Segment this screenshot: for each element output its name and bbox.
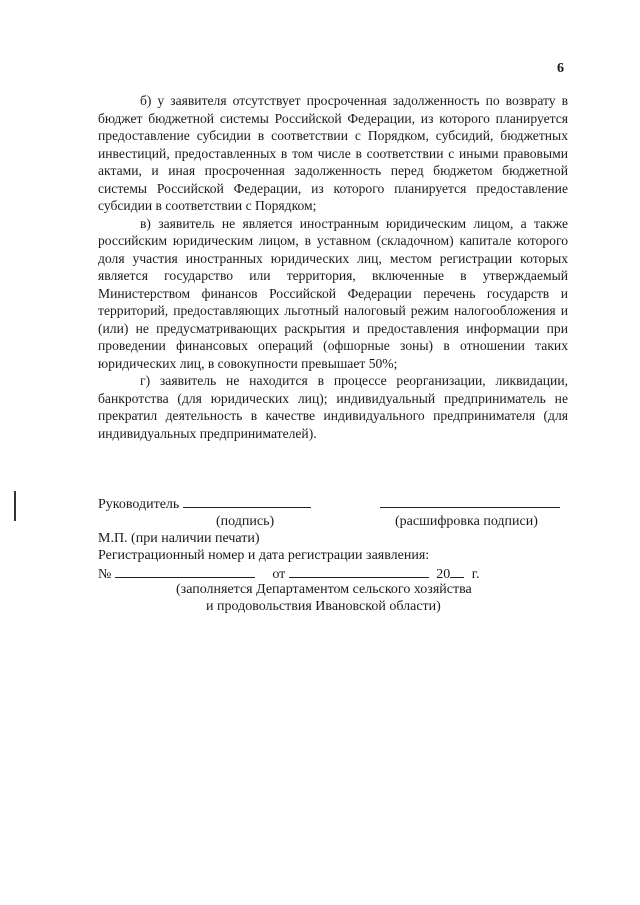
note-line-2: и продовольствия Ивановской области) — [206, 599, 441, 614]
signature-caption: (подпись) — [216, 514, 275, 529]
paragraph-b: б) у заявителя отсутствует просроченная задолженность по возврату в бюджет бюджетной системы Российской Федерации, из которого планируется предоставление субсидии в соответствии с Порядком, субсидий, бюджетных инвестиций, предоставленных в том числе в соответствии с иными правовыми актами, и иная просроченная задолженность перед бюджетом бюджетной системы Российской Федерации, из которого планируется предоставление субсидии в соответствии с Порядком; — [98, 93, 568, 213]
paragraph-v: в) заявитель не является иностранным юридическим лицом, а также российским юридическим лицом, в уставном (складочном) капитале которого доля участия иностранных юридических лиц, местом регистрации которых является государство или территория, включенные в утверждаемый Министерством финансов Российской Федерации перечень государств и территорий, предоставляющих льготный налоговый режим налогообложения и (или) не предусматривающих раскрытия и предоставления информации при проведении финансовых операций (офшорные зоны) в отношении таких юридических лиц, в совокупности превышает 50%; — [98, 215, 568, 371]
year-field — [450, 564, 464, 578]
registration-row — [98, 564, 568, 581]
note-line-1: (заполняется Департаментом сельского хозяйства — [176, 582, 472, 597]
date-field — [289, 564, 429, 578]
year-suffix: г. — [471, 567, 480, 582]
page-number: 6 — [557, 61, 564, 76]
decoding-caption: (расшифровка подписи) — [395, 514, 538, 529]
number-sign: № — [98, 567, 112, 582]
signature-field — [183, 494, 311, 508]
decoding-field — [380, 494, 560, 508]
head-label: Руководитель — [98, 497, 180, 512]
margin-mark — [14, 491, 16, 521]
registration-label: Регистрационный номер и дата регистрации заявления: — [98, 548, 430, 563]
paragraph-g: г) заявитель не находится в процессе реорганизации, ликвидации, банкротства (для юридических лиц); индивидуальный предприниматель не прекратил деятельность в качестве индивидуального предпринимателя (для индивидуальных предпринимателей). — [98, 373, 568, 441]
number-field — [115, 564, 255, 578]
signature-block — [98, 494, 568, 615]
signature-line-row — [98, 494, 568, 511]
captions-row — [98, 513, 568, 530]
stamp-label: М.П. (при наличии печати) — [98, 531, 260, 546]
year-prefix: 20 — [436, 567, 451, 582]
from-label: от — [272, 567, 286, 582]
document-body — [98, 92, 568, 442]
